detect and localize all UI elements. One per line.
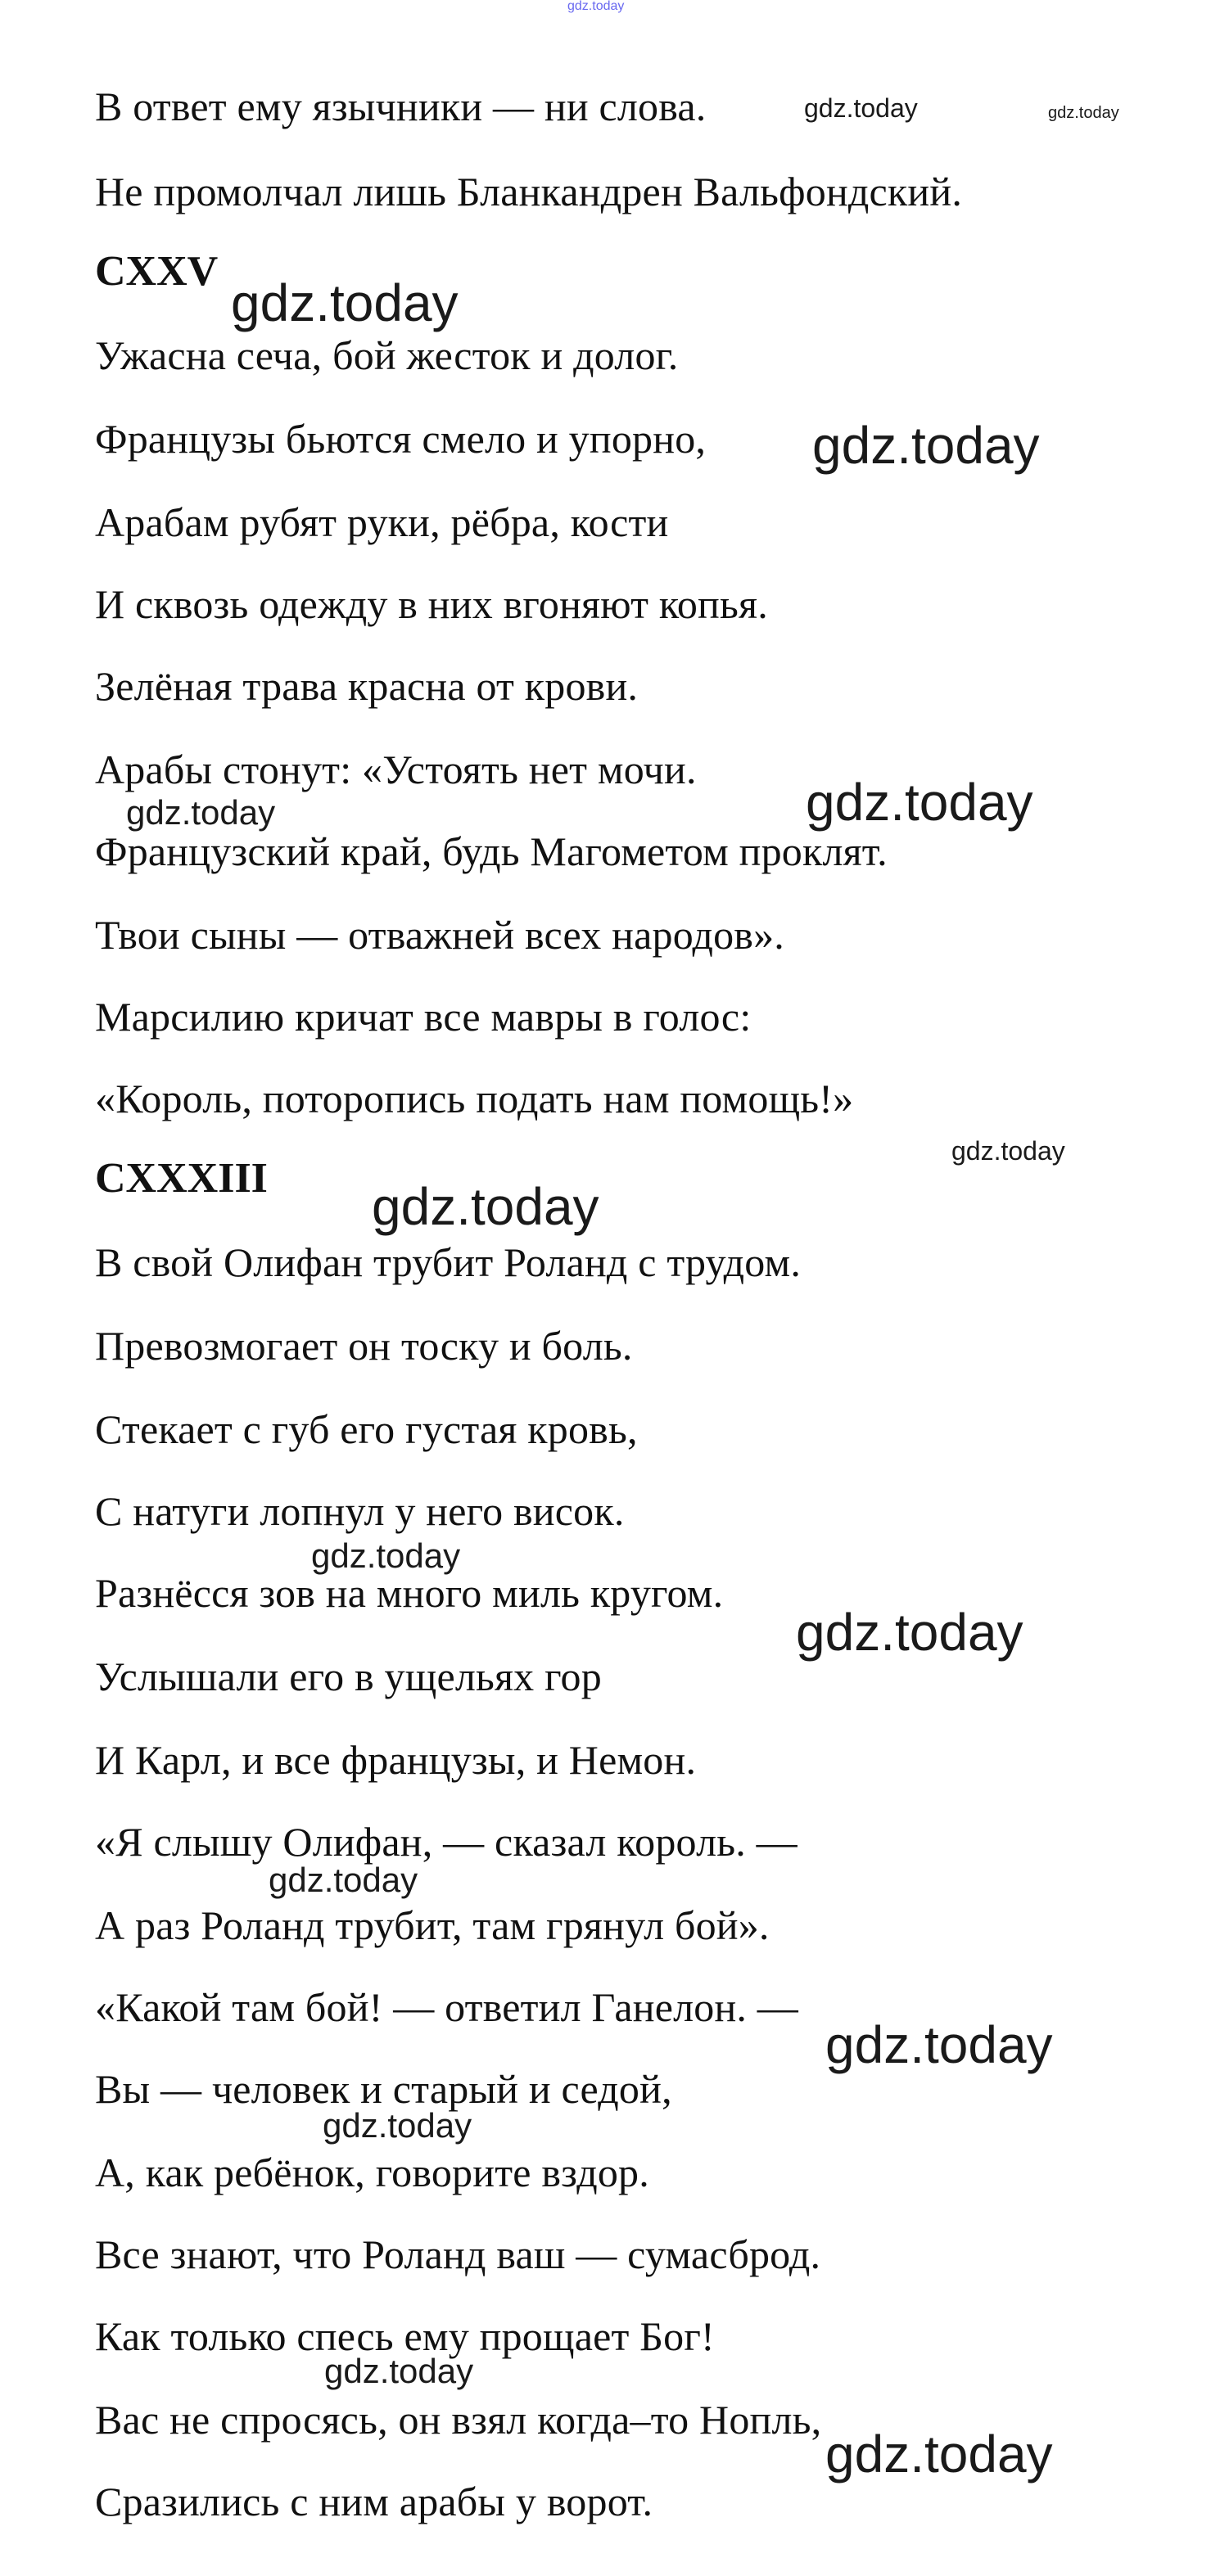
poem-line: Зелёная трава красна от крови. (95, 663, 639, 709)
poem-line: Марсилию кричат все мавры в голос: (95, 994, 752, 1040)
watermark-top: gdz.today (567, 0, 625, 13)
poem-line: Французский край, будь Магометом проклят. (95, 828, 888, 874)
watermark: gdz.today (126, 793, 276, 832)
poem-line: С натуги лопнул у него висок. (95, 1488, 625, 1534)
poem-line: А, как ребёнок, говорите вздор. (95, 2150, 649, 2195)
poem-line: Сразились с ним арабы у ворот. (95, 2479, 653, 2524)
poem-line: В ответ ему язычники — ни слова. (95, 83, 707, 129)
watermark: gdz.today (825, 2015, 1053, 2074)
watermark: gdz.today (812, 416, 1040, 475)
poem-line: Арабам рубят руки, рёбра, кости (95, 499, 669, 545)
poem-line: Твои сыны — отважней всех народов». (95, 912, 785, 958)
watermark: gdz.today (324, 2352, 474, 2390)
poem-line: «Какой там бой! — ответил Ганелон. — (95, 1984, 799, 2030)
poem-line: Услышали его в ущельях гор (95, 1653, 602, 1699)
section-heading: CXXV (95, 248, 219, 295)
poem-line: Все знают, что Роланд ваш — сумасброд. (95, 2231, 821, 2277)
poem-line: А раз Роланд трубит, там грянул бой». (95, 1902, 770, 1948)
poem-line: Стекает с губ его густая кровь, (95, 1406, 638, 1452)
watermark: gdz.today (311, 1536, 461, 1575)
poem-line: Превозмогает он тоску и боль. (95, 1323, 633, 1369)
watermark: gdz.today (825, 2425, 1053, 2484)
poem-line: Разнёсся зов на много миль кругом. (95, 1570, 724, 1616)
watermark: gdz.today (1048, 104, 1119, 122)
poem-line: Ужасна сеча, бой жесток и долог. (95, 332, 679, 378)
watermark: gdz.today (806, 773, 1033, 832)
poem-line: Как только спесь ему прощает Бог! (95, 2313, 715, 2359)
watermark: gdz.today (372, 1177, 599, 1236)
watermark: gdz.today (796, 1603, 1023, 1662)
poem-line: И Карл, и все французы, и Немон. (95, 1737, 697, 1783)
watermark: gdz.today (231, 273, 459, 332)
poem-line: «Король, поторопись подать нам помощь!» (95, 1076, 854, 1121)
poem-line: В свой Олифан трубит Роланд с трудом. (95, 1239, 802, 1285)
poem-line: Вас не спросясь, он взял когда–то Нопль, (95, 2397, 822, 2443)
watermark: gdz.today (951, 1136, 1065, 1166)
poem-line: Вы — человек и старый и седой, (95, 2066, 672, 2112)
poem-line: Французы бьются смело и упорно, (95, 416, 707, 462)
poem-line: «Я слышу Олифан, — сказал король. — (95, 1819, 798, 1865)
watermark: gdz.today (804, 93, 918, 123)
poem-line: Не промолчал лишь Бланкандрен Вальфондский. (95, 169, 963, 214)
watermark: gdz.today (269, 1861, 418, 1899)
poem-line: Арабы стонут: «Устоять нет мочи. (95, 747, 697, 792)
watermark: gdz.today (323, 2106, 472, 2145)
section-heading: CXXXIII (95, 1155, 268, 1202)
poem-line: И сквозь одежду в них вгоняют копья. (95, 581, 768, 627)
